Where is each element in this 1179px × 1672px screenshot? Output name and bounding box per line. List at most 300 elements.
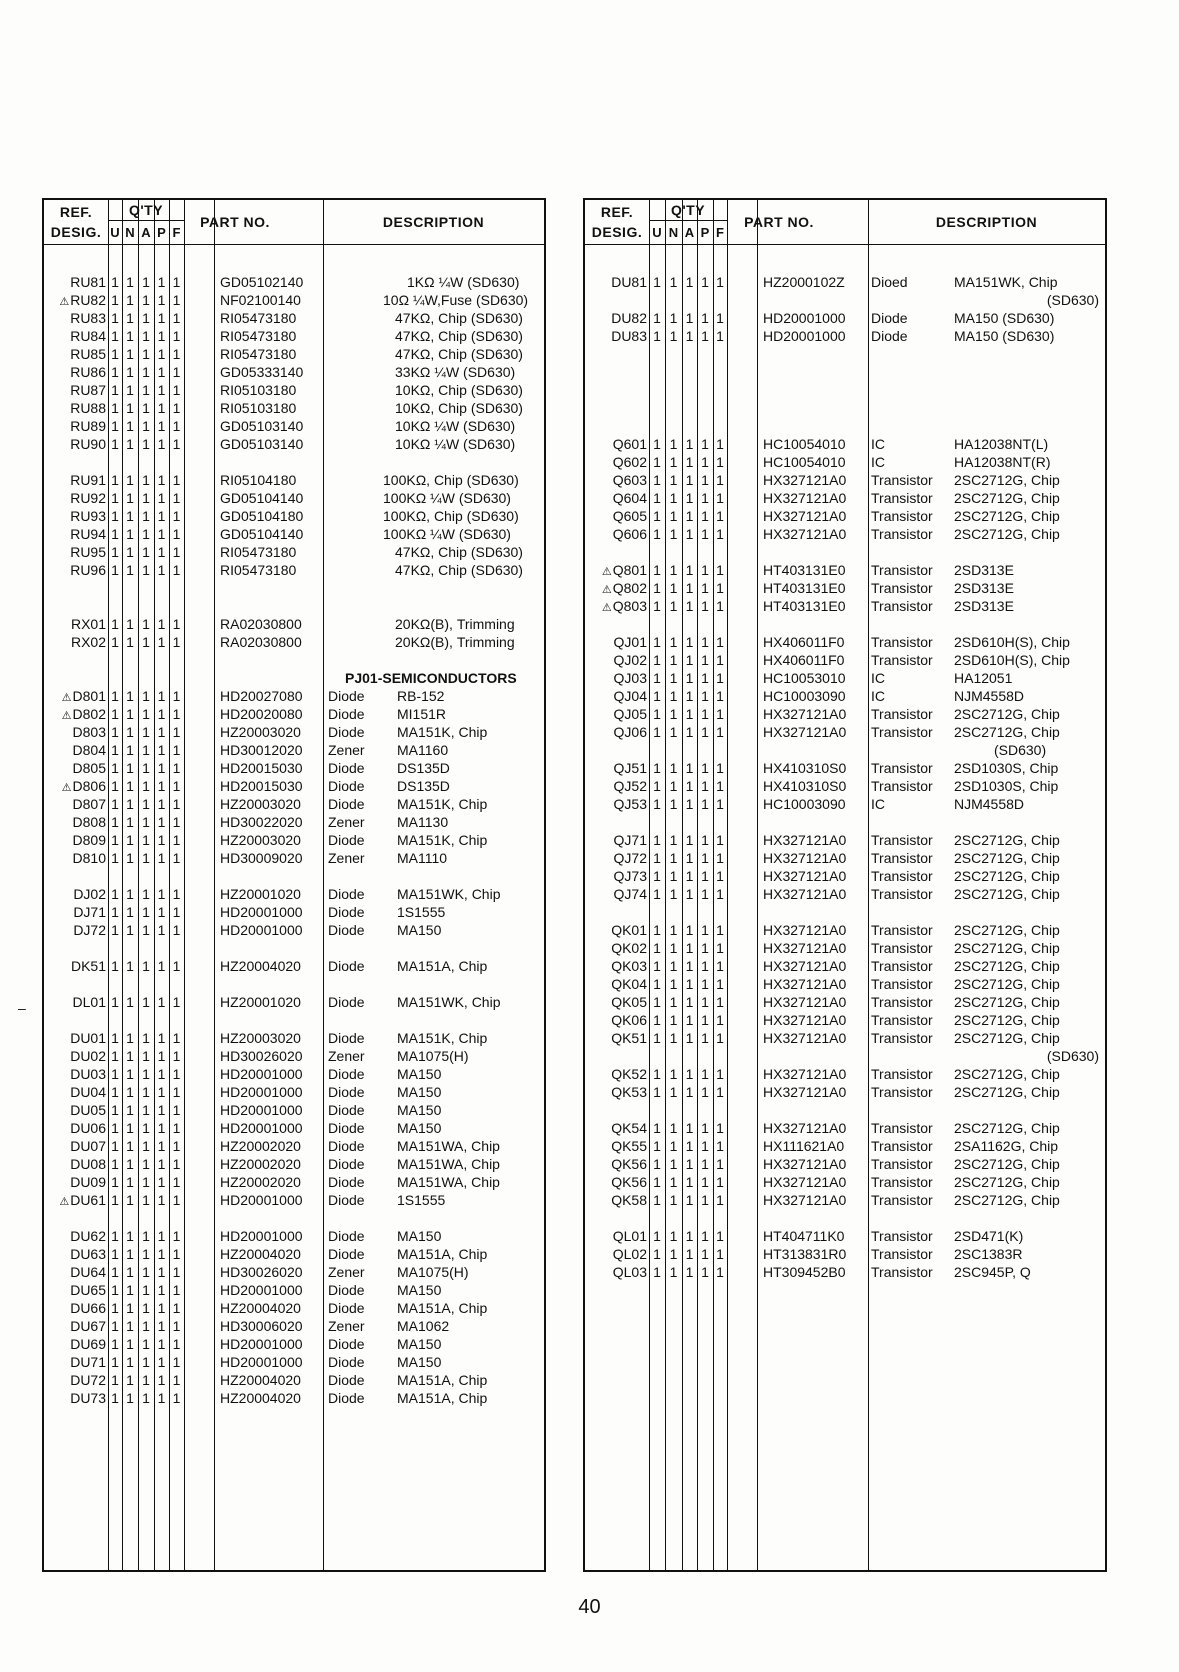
qty-u: 1 — [111, 832, 119, 848]
qty-n: 1 — [126, 1282, 134, 1298]
table-row — [585, 777, 1105, 795]
qty-u: 1 — [111, 760, 119, 776]
ref-text: DU71 — [70, 1354, 106, 1370]
qty-a: 1 — [142, 274, 150, 290]
ref-text: QJ04 — [613, 688, 647, 704]
description: 47KΩ, Chip (SD630) — [395, 310, 523, 326]
description-type: Transistor — [871, 634, 933, 650]
qty-p: 1 — [701, 778, 709, 794]
table-row — [44, 705, 544, 723]
ref-text: DU67 — [70, 1318, 106, 1334]
part-no: HD20001000 — [220, 1084, 303, 1100]
qty-f: 1 — [172, 904, 181, 920]
description: 100KΩ ¼W (SD630) — [383, 526, 511, 542]
table-row — [44, 399, 544, 417]
description-type: Diode — [328, 724, 365, 740]
description-type: Transistor — [871, 508, 933, 524]
ref-text: RX01 — [70, 616, 106, 632]
qty-p: 1 — [157, 544, 166, 560]
qty-u: 1 — [111, 1372, 119, 1388]
ref-text: RU87 — [70, 382, 106, 398]
header-ref: REF. — [59, 204, 93, 220]
table-row — [585, 993, 1105, 1011]
part-no: HD20001000 — [220, 1192, 303, 1208]
qty-u: 1 — [653, 958, 661, 974]
ref-text: RU81 — [70, 274, 106, 290]
qty-f: 1 — [716, 886, 724, 902]
qty-u: 1 — [111, 1264, 119, 1280]
table-row — [44, 1317, 544, 1335]
qty-f: 1 — [172, 922, 181, 938]
qty-a: 1 — [685, 850, 694, 866]
qty-u: 1 — [653, 1192, 661, 1208]
qty-p: 1 — [701, 724, 709, 740]
ref-text: QK02 — [611, 940, 647, 956]
qty-f: 1 — [172, 1048, 181, 1064]
qty-u: 1 — [111, 1102, 119, 1118]
ref-desig — [585, 1191, 647, 1209]
qty-u: 1 — [111, 1138, 119, 1154]
qty-a: 1 — [142, 544, 150, 560]
ref-desig — [44, 1263, 106, 1281]
ref-text: DU63 — [70, 1246, 106, 1262]
description-detail: 2SC945P, Q — [954, 1264, 1031, 1280]
table-row — [585, 831, 1105, 849]
part-no: HT313831R0 — [763, 1246, 847, 1262]
qty-u: 1 — [653, 652, 661, 668]
qty-p: 1 — [157, 922, 166, 938]
description-detail: 1S1555 — [397, 1192, 446, 1208]
qty-f: 1 — [172, 490, 181, 506]
description-detail: MA150 — [397, 1282, 442, 1298]
table-row — [44, 615, 544, 633]
ref-desig — [44, 1281, 106, 1299]
qty-n: 1 — [126, 1156, 134, 1172]
table-row — [44, 903, 544, 921]
qty-p: 1 — [157, 1336, 166, 1352]
qty-p: 1 — [157, 292, 166, 308]
description-type: IC — [871, 436, 885, 452]
qty-p: 1 — [701, 508, 709, 524]
ref-desig — [44, 1083, 106, 1101]
qty-a: 1 — [142, 958, 150, 974]
ref-text: DU02 — [70, 1048, 106, 1064]
qty-a: 1 — [142, 1336, 150, 1352]
qty-u: 1 — [653, 670, 661, 686]
ref-text: DU72 — [70, 1372, 106, 1388]
qty-a: 1 — [685, 562, 694, 578]
part-no: HC10053010 — [763, 670, 846, 686]
qty-n: 1 — [126, 1066, 134, 1082]
table-row — [44, 435, 544, 453]
qty-a: 1 — [685, 886, 694, 902]
table-row — [44, 1245, 544, 1263]
qty-p: 1 — [157, 778, 166, 794]
qty-p: 1 — [701, 958, 709, 974]
qty-f: 1 — [172, 724, 181, 740]
qty-p: 1 — [157, 364, 166, 380]
margin-mark: – — [18, 1000, 26, 1016]
description-detail: 2SC2712G, Chip — [954, 508, 1060, 524]
qty-n: 1 — [126, 1120, 134, 1136]
warning-icon: ⚠ — [601, 602, 612, 614]
qty-f: 1 — [172, 1066, 181, 1082]
ref-desig — [585, 453, 647, 471]
part-no: HZ2000102Z — [763, 274, 845, 290]
description-type: Transistor — [871, 1138, 933, 1154]
part-no: HC10054010 — [763, 454, 846, 470]
qty-n: 1 — [669, 526, 678, 542]
table-row — [585, 1155, 1105, 1173]
ref-text: QJ72 — [613, 850, 647, 866]
ref-desig — [44, 1119, 106, 1137]
qty-n: 1 — [669, 1066, 678, 1082]
qty-p: 1 — [701, 1066, 709, 1082]
qty-p: 1 — [157, 760, 166, 776]
table-row — [44, 327, 544, 345]
description-type: Diode — [328, 1282, 365, 1298]
qty-a: 1 — [142, 796, 150, 812]
qty-f: 1 — [716, 598, 724, 614]
qty-n: 1 — [669, 634, 678, 650]
ref-desig — [44, 759, 106, 777]
header-ref: REF. — [600, 204, 634, 220]
qty-a: 1 — [142, 1120, 150, 1136]
qty-a: 1 — [142, 400, 150, 416]
qty-p: 1 — [701, 1264, 709, 1280]
part-no: GD05104180 — [220, 508, 304, 524]
ref-desig — [44, 381, 106, 399]
qty-n: 1 — [126, 1030, 134, 1046]
description-type: Transistor — [871, 1012, 933, 1028]
ref-text: DU65 — [70, 1282, 106, 1298]
description-detail: (SD630) — [994, 742, 1047, 758]
qty-p: 1 — [701, 688, 709, 704]
part-no: HD30006020 — [220, 1318, 303, 1334]
ref-desig — [44, 1155, 106, 1173]
warning-icon: ⚠ — [61, 692, 72, 704]
description-detail: MA150 — [397, 1354, 442, 1370]
description-detail: MA151K, Chip — [397, 1030, 488, 1046]
qty-a: 1 — [685, 688, 694, 704]
ref-desig — [585, 597, 647, 617]
table-row — [585, 561, 1105, 579]
ref-text: QJ02 — [613, 652, 647, 668]
table-row — [44, 381, 544, 399]
description-detail: 2SC2712G, Chip — [954, 1174, 1060, 1190]
table-row — [585, 1137, 1105, 1155]
description: 10Ω ¼W,Fuse (SD630) — [383, 292, 529, 308]
header-qty-p: P — [700, 225, 710, 240]
description-type: Diode — [871, 310, 908, 326]
qty-p: 1 — [157, 724, 166, 740]
description-detail: 2SC2712G, Chip — [954, 994, 1060, 1010]
qty-u: 1 — [111, 778, 119, 794]
qty-a: 1 — [142, 706, 150, 722]
qty-f: 1 — [716, 832, 724, 848]
table-row — [585, 633, 1105, 651]
ref-text: QK01 — [611, 922, 647, 938]
qty-a: 1 — [142, 364, 150, 380]
qty-n: 1 — [669, 1246, 678, 1262]
qty-f: 1 — [172, 1246, 181, 1262]
header-desig: DESIG. — [50, 224, 102, 240]
qty-p: 1 — [157, 382, 166, 398]
qty-a: 1 — [685, 940, 694, 956]
ref-text: D804 — [72, 742, 106, 758]
description-detail: (SD630) — [1046, 292, 1099, 308]
qty-u: 1 — [111, 886, 119, 902]
description-type: Transistor — [871, 1174, 933, 1190]
description-detail: MA151A, Chip — [397, 1372, 488, 1388]
header-description: DESCRIPTION — [382, 214, 485, 230]
qty-a: 1 — [142, 310, 150, 326]
warning-icon: ⚠ — [61, 710, 72, 722]
description-type: IC — [871, 670, 885, 686]
ref-desig — [44, 1191, 106, 1211]
qty-a: 1 — [685, 436, 694, 452]
ref-text: RU86 — [70, 364, 106, 380]
header-qty-n: N — [125, 225, 135, 240]
qty-n: 1 — [669, 562, 678, 578]
qty-f: 1 — [716, 1138, 724, 1154]
ref-desig — [585, 651, 647, 669]
table-row — [585, 885, 1105, 903]
description-type: Diode — [328, 1372, 365, 1388]
description-detail: 2SA1162G, Chip — [954, 1138, 1059, 1154]
description-type: Diode — [328, 1354, 365, 1370]
description-type: Transistor — [871, 652, 933, 668]
qty-n: 1 — [126, 724, 134, 740]
description-detail: 2SC2712G, Chip — [954, 1066, 1060, 1082]
qty-a: 1 — [142, 634, 150, 650]
ref-text: DU61 — [70, 1192, 106, 1208]
qty-u: 1 — [653, 490, 661, 506]
qty-a: 1 — [142, 1084, 150, 1100]
part-no: HZ20002020 — [220, 1174, 301, 1190]
qty-n: 1 — [669, 706, 678, 722]
description-type: Diode — [328, 760, 365, 776]
part-no: HD20001000 — [763, 310, 846, 326]
description-type: Transistor — [871, 706, 933, 722]
qty-f: 1 — [716, 472, 724, 488]
header-rule — [108, 220, 184, 221]
qty-p: 1 — [701, 634, 709, 650]
qty-n: 1 — [126, 400, 134, 416]
qty-n: 1 — [126, 1102, 134, 1118]
table-row — [44, 957, 544, 975]
ref-text: QL03 — [612, 1264, 647, 1280]
qty-a: 1 — [685, 976, 694, 992]
qty-f: 1 — [716, 328, 724, 344]
ref-desig — [44, 885, 106, 903]
description-detail: 2SC2712G, Chip — [954, 958, 1060, 974]
qty-a: 1 — [685, 724, 694, 740]
qty-f: 1 — [716, 868, 724, 884]
qty-f: 1 — [716, 634, 724, 650]
table-row — [585, 867, 1105, 885]
qty-p: 1 — [701, 652, 709, 668]
header-qty-p: P — [157, 225, 166, 240]
ref-text: DU03 — [70, 1066, 106, 1082]
part-no: HX327121A0 — [763, 526, 847, 542]
qty-n: 1 — [669, 508, 678, 524]
ref-text: RU91 — [70, 472, 106, 488]
ref-text: D802 — [72, 706, 106, 722]
qty-f: 1 — [172, 814, 181, 830]
part-no: HC10003090 — [763, 688, 846, 704]
qty-a: 1 — [685, 922, 694, 938]
qty-a: 1 — [142, 292, 150, 308]
qty-u: 1 — [111, 922, 119, 938]
qty-n: 1 — [126, 1048, 134, 1064]
ref-text: D805 — [72, 760, 106, 776]
qty-u: 1 — [111, 382, 119, 398]
ref-desig — [585, 273, 647, 291]
description: 47KΩ, Chip (SD630) — [395, 346, 523, 362]
description-type: Diode — [328, 958, 365, 974]
qty-a: 1 — [685, 832, 694, 848]
ref-desig — [44, 1137, 106, 1155]
qty-p: 1 — [157, 688, 166, 704]
qty-f: 1 — [716, 688, 724, 704]
qty-a: 1 — [142, 1138, 150, 1154]
qty-f: 1 — [716, 1084, 724, 1100]
ref-desig — [44, 777, 106, 797]
qty-n: 1 — [126, 616, 134, 632]
table-row — [44, 1299, 544, 1317]
ref-text: Q605 — [612, 508, 647, 524]
ref-desig — [44, 417, 106, 435]
qty-a: 1 — [142, 382, 150, 398]
qty-n: 1 — [126, 778, 134, 794]
description-detail: 2SD1030S, Chip — [954, 760, 1059, 776]
description-type: Diode — [328, 1336, 365, 1352]
ref-desig — [44, 1371, 106, 1389]
qty-u: 1 — [653, 1138, 661, 1154]
part-no: HT403131E0 — [763, 562, 846, 578]
qty-a: 1 — [685, 274, 694, 290]
description-detail: 2SC2712G, Chip — [954, 706, 1060, 722]
part-no: HD20001000 — [220, 1102, 303, 1118]
description-type: Transistor — [871, 472, 933, 488]
qty-n: 1 — [669, 472, 678, 488]
qty-p: 1 — [701, 526, 709, 542]
qty-n: 1 — [669, 886, 678, 902]
part-no: HX327121A0 — [763, 706, 847, 722]
qty-a: 1 — [685, 580, 694, 596]
qty-n: 1 — [669, 832, 678, 848]
ref-text: DU62 — [70, 1228, 106, 1244]
qty-n: 1 — [669, 850, 678, 866]
qty-f: 1 — [716, 1228, 724, 1244]
qty-u: 1 — [653, 850, 661, 866]
part-no: GD05104140 — [220, 526, 304, 542]
qty-p: 1 — [157, 706, 166, 722]
ref-desig — [44, 687, 106, 707]
qty-u: 1 — [111, 1066, 119, 1082]
description-type: Transistor — [871, 1066, 933, 1082]
qty-a: 1 — [685, 1228, 694, 1244]
qty-f: 1 — [172, 346, 181, 362]
qty-p: 1 — [157, 310, 166, 326]
qty-f: 1 — [716, 778, 724, 794]
table-row — [585, 489, 1105, 507]
part-no: HZ20003020 — [220, 796, 301, 812]
qty-p: 1 — [157, 1228, 166, 1244]
qty-a: 1 — [685, 1120, 694, 1136]
qty-f: 1 — [172, 850, 181, 866]
part-no: HX327121A0 — [763, 850, 847, 866]
ref-text: Q604 — [612, 490, 647, 506]
qty-n: 1 — [126, 760, 134, 776]
qty-n: 1 — [669, 796, 678, 812]
header-qty-n: N — [668, 225, 679, 240]
qty-u: 1 — [653, 1066, 661, 1082]
qty-u: 1 — [111, 346, 119, 362]
table-row — [585, 471, 1105, 489]
qty-a: 1 — [142, 1282, 150, 1298]
warning-icon: ⚠ — [59, 296, 70, 308]
ref-text: DU66 — [70, 1300, 106, 1316]
part-no: HD30022020 — [220, 814, 303, 830]
description-detail: 2SD610H(S), Chip — [954, 634, 1070, 650]
qty-u: 1 — [653, 868, 661, 884]
header-qty-f: F — [172, 225, 181, 240]
ref-desig — [44, 705, 106, 725]
table-row — [44, 1119, 544, 1137]
part-no: GD05102140 — [220, 274, 304, 290]
qty-p: 1 — [701, 670, 709, 686]
part-no: GD05333140 — [220, 364, 304, 380]
part-no: HX327121A0 — [763, 940, 847, 956]
qty-n: 1 — [126, 562, 134, 578]
part-no: HD20001000 — [220, 1228, 303, 1244]
ref-text: QK55 — [611, 1138, 647, 1154]
description-detail: 2SC2712G, Chip — [954, 850, 1060, 866]
part-no: HX327121A0 — [763, 994, 847, 1010]
description-type: Transistor — [871, 490, 933, 506]
table-row — [44, 723, 544, 741]
qty-a: 1 — [685, 310, 694, 326]
ref-desig — [585, 489, 647, 507]
qty-p: 1 — [157, 994, 166, 1010]
qty-n: 1 — [126, 886, 134, 902]
ref-desig — [44, 741, 106, 759]
qty-f: 1 — [716, 580, 724, 596]
part-no: HZ20003020 — [220, 1030, 301, 1046]
ref-desig — [585, 1263, 647, 1281]
qty-n: 1 — [126, 364, 134, 380]
description-detail: MA151WA, Chip — [397, 1138, 500, 1154]
description: 100KΩ, Chip (SD630) — [383, 508, 519, 524]
qty-f: 1 — [172, 742, 181, 758]
table-row — [585, 309, 1105, 327]
qty-p: 1 — [157, 508, 166, 524]
qty-n: 1 — [669, 724, 678, 740]
qty-n: 1 — [669, 688, 678, 704]
description-type: Diode — [328, 1156, 365, 1172]
description-type: Transistor — [871, 1192, 933, 1208]
qty-n: 1 — [126, 850, 134, 866]
description-detail: MA151WK, Chip — [397, 994, 501, 1010]
qty-n: 1 — [126, 958, 134, 974]
description-detail: 2SD471(K) — [954, 1228, 1024, 1244]
description-type: Transistor — [871, 922, 933, 938]
table-row — [44, 1101, 544, 1119]
ref-desig — [585, 309, 647, 327]
part-no: HC10003090 — [763, 796, 846, 812]
